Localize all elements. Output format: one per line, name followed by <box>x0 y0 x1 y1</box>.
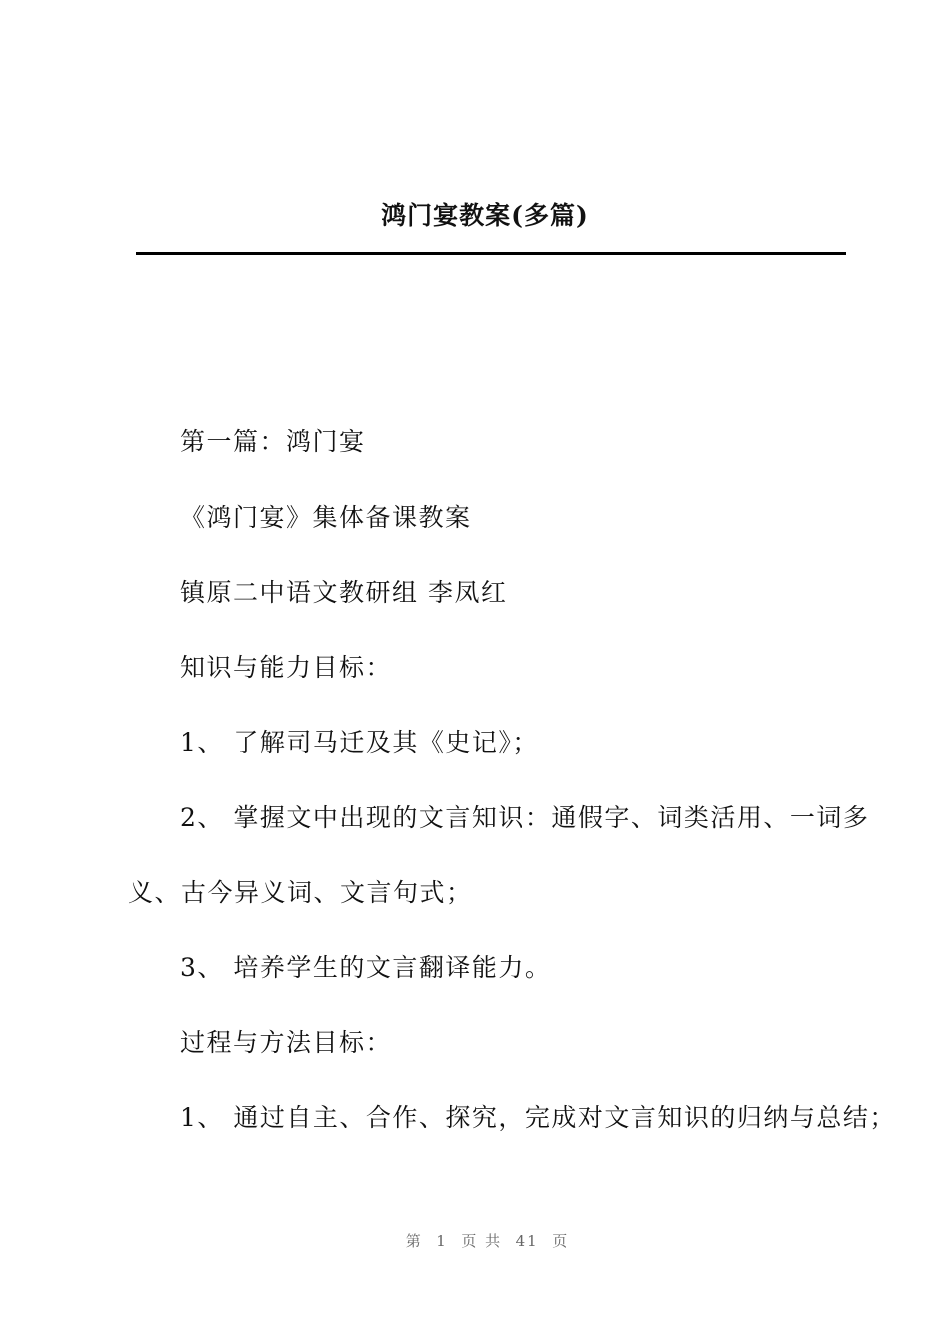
knowledge-goal-2: 2、 掌握文中出现的文言知识：通假字、词类活用、一词多 <box>180 803 870 832</box>
knowledge-goal-3: 3、 培养学生的文言翻译能力。 <box>180 953 552 982</box>
process-goals-heading: 过程与方法目标： <box>180 1028 393 1057</box>
section-heading: 第一篇：鸿门宴 <box>180 427 366 456</box>
title-underline <box>136 252 846 255</box>
knowledge-goal-1: 1、 了解司马迁及其《史记》； <box>180 728 539 757</box>
process-goal-1: 1、 通过自主、合作、探究，完成对文言知识的归纳与总结； <box>180 1103 896 1132</box>
knowledge-goal-2-continued: 义、古今异义词、文言句式； <box>128 878 473 907</box>
document-title: 鸿门宴教案(多篇) <box>381 201 589 230</box>
knowledge-goals-heading: 知识与能力目标： <box>180 653 393 682</box>
page-number-footer: 第 1 页 共 41 页 <box>405 1232 570 1250</box>
author-line: 镇原二中语文教研组 李凤红 <box>180 578 508 607</box>
lesson-plan-title: 《鸿门宴》集体备课教案 <box>180 503 472 532</box>
